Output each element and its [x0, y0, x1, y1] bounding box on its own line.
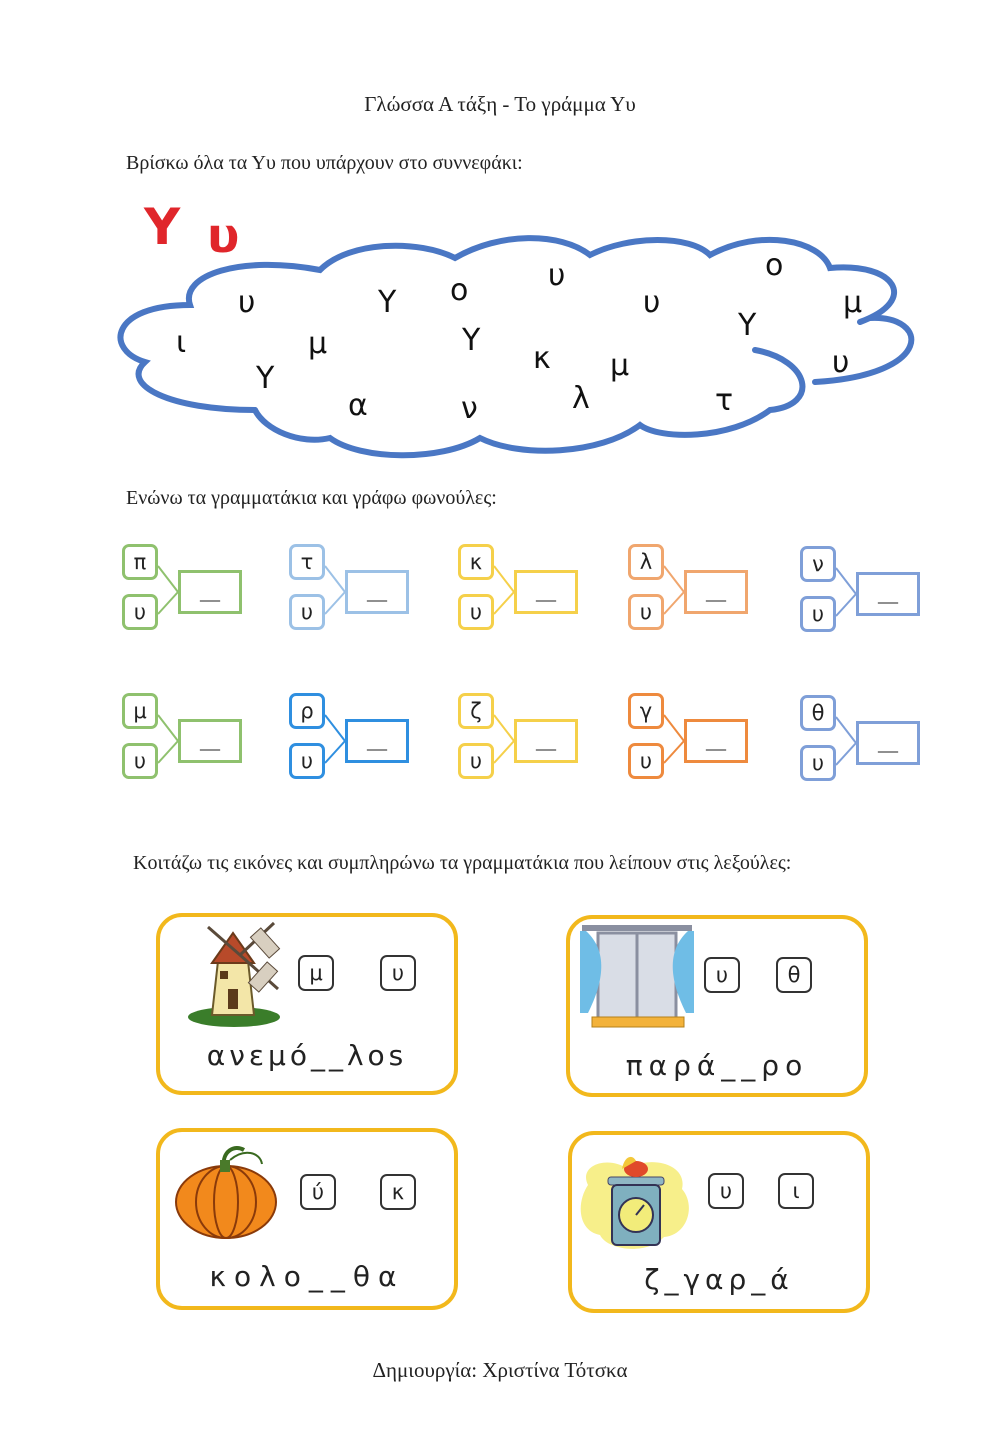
cloud-letter: υ	[238, 285, 256, 320]
answer-box[interactable]: __	[345, 570, 409, 614]
word-fill: ανεμό__λοs	[206, 1039, 408, 1072]
vowel-box: υ	[800, 596, 836, 632]
syllable-block	[800, 546, 920, 646]
cloud-letter: α	[348, 388, 368, 423]
cloud-letter: τ	[715, 383, 734, 418]
cloud-letter: Υ	[256, 361, 275, 396]
cloud-letter: υ	[643, 285, 661, 320]
answer-box[interactable]: __	[514, 570, 578, 614]
svg-text:ι υ Υ ο υ	[176, 248, 872, 426]
answer-box[interactable]: __	[178, 570, 242, 614]
cloud-outline-right	[815, 318, 911, 382]
cloud-letter: λ	[572, 381, 590, 416]
consonant-box: ζ	[458, 693, 494, 729]
pumpkin-icon	[174, 1138, 282, 1242]
consonant-box: ρ	[289, 693, 325, 729]
cloud-letter: ο	[765, 248, 784, 283]
vowel-box: υ	[458, 594, 494, 630]
vowel-box: υ	[122, 594, 158, 630]
consonant-box: τ	[289, 544, 325, 580]
instruction-join: Ενώνω τα γραμματάκια και γράφω φωνούλες:	[126, 487, 497, 509]
vowel-box: υ	[800, 745, 836, 781]
picture-card-pumpkin	[156, 1128, 458, 1310]
syllable-block	[800, 695, 920, 795]
letter-box: ύ	[300, 1174, 336, 1210]
vowel-box: υ	[628, 594, 664, 630]
page-title: Γλώσσα Α τάξη - Το γράμμα Υυ	[364, 92, 636, 116]
word-fill: κολο__θα	[209, 1260, 405, 1293]
syllable-block	[122, 693, 242, 793]
consonant-box: θ	[800, 695, 836, 731]
vowel-box: υ	[458, 743, 494, 779]
consonant-box: ν	[800, 546, 836, 582]
cloud-letter: μ	[843, 285, 863, 320]
window-icon	[578, 921, 696, 1031]
picture-card-window	[566, 915, 868, 1097]
syllable-block	[289, 544, 409, 644]
instruction-fill: Κοιτάζω τις εικόνες και συμπληρώνω τα γραμματάκια που λείπουν στις λεξούλες:	[133, 852, 792, 874]
footer-credit: Δημιουργία: Χριστίνα Τότσκα	[372, 1358, 628, 1382]
cloud-letter: υ	[548, 258, 566, 293]
syllable-block	[289, 693, 409, 793]
answer-box[interactable]: __	[178, 719, 242, 763]
windmill-icon	[182, 919, 282, 1029]
consonant-box: μ	[122, 693, 158, 729]
word-fill: παρά__ρο	[625, 1049, 809, 1082]
answer-box[interactable]: __	[856, 721, 920, 765]
answer-box[interactable]: __	[345, 719, 409, 763]
syllable-block	[628, 544, 748, 644]
letter-box: ι	[778, 1173, 814, 1209]
letter-box: υ	[704, 957, 740, 993]
vowel-box: υ	[289, 743, 325, 779]
corner-letter-upper: Υ	[144, 198, 181, 256]
cloud-letter: ι	[176, 325, 187, 360]
answer-box[interactable]: __	[684, 719, 748, 763]
letter-box: μ	[298, 955, 334, 991]
cloud-letter: κ	[533, 341, 551, 376]
scale-icon	[578, 1155, 694, 1255]
vowel-box: υ	[289, 594, 325, 630]
vowel-box: υ	[122, 743, 158, 779]
letter-cloud	[0, 0, 1000, 480]
picture-card-windmill	[156, 913, 458, 1095]
cloud-letter: ν	[461, 391, 478, 426]
answer-box[interactable]: __	[856, 572, 920, 616]
letter-box: υ	[380, 955, 416, 991]
syllable-block	[122, 544, 242, 644]
picture-card-scale	[568, 1131, 870, 1313]
syllable-block	[628, 693, 748, 793]
consonant-box: λ	[628, 544, 664, 580]
consonant-box: γ	[628, 693, 664, 729]
vowel-box: υ	[628, 743, 664, 779]
instruction-find: Βρίσκω όλα τα Υυ που υπάρχουν στο συννεφάκι:	[126, 152, 523, 174]
word-fill: ζ_γαρ_ά	[644, 1263, 794, 1296]
cloud-letter: Υ	[462, 323, 481, 358]
cloud-letter: μ	[308, 326, 328, 361]
letter-box: θ	[776, 957, 812, 993]
cloud-letter: υ	[832, 345, 850, 380]
syllable-block	[458, 693, 578, 793]
cloud-letter: Υ	[378, 285, 397, 320]
corner-letter-lower: υ	[207, 208, 240, 264]
letter-box: κ	[380, 1174, 416, 1210]
syllable-block	[458, 544, 578, 644]
consonant-box: π	[122, 544, 158, 580]
answer-box[interactable]: __	[514, 719, 578, 763]
cloud-letter: Υ	[738, 308, 757, 343]
cloud-letter: μ	[610, 348, 630, 383]
answer-box[interactable]: __	[684, 570, 748, 614]
consonant-box: κ	[458, 544, 494, 580]
letter-box: υ	[708, 1173, 744, 1209]
cloud-letter: ο	[450, 273, 469, 308]
